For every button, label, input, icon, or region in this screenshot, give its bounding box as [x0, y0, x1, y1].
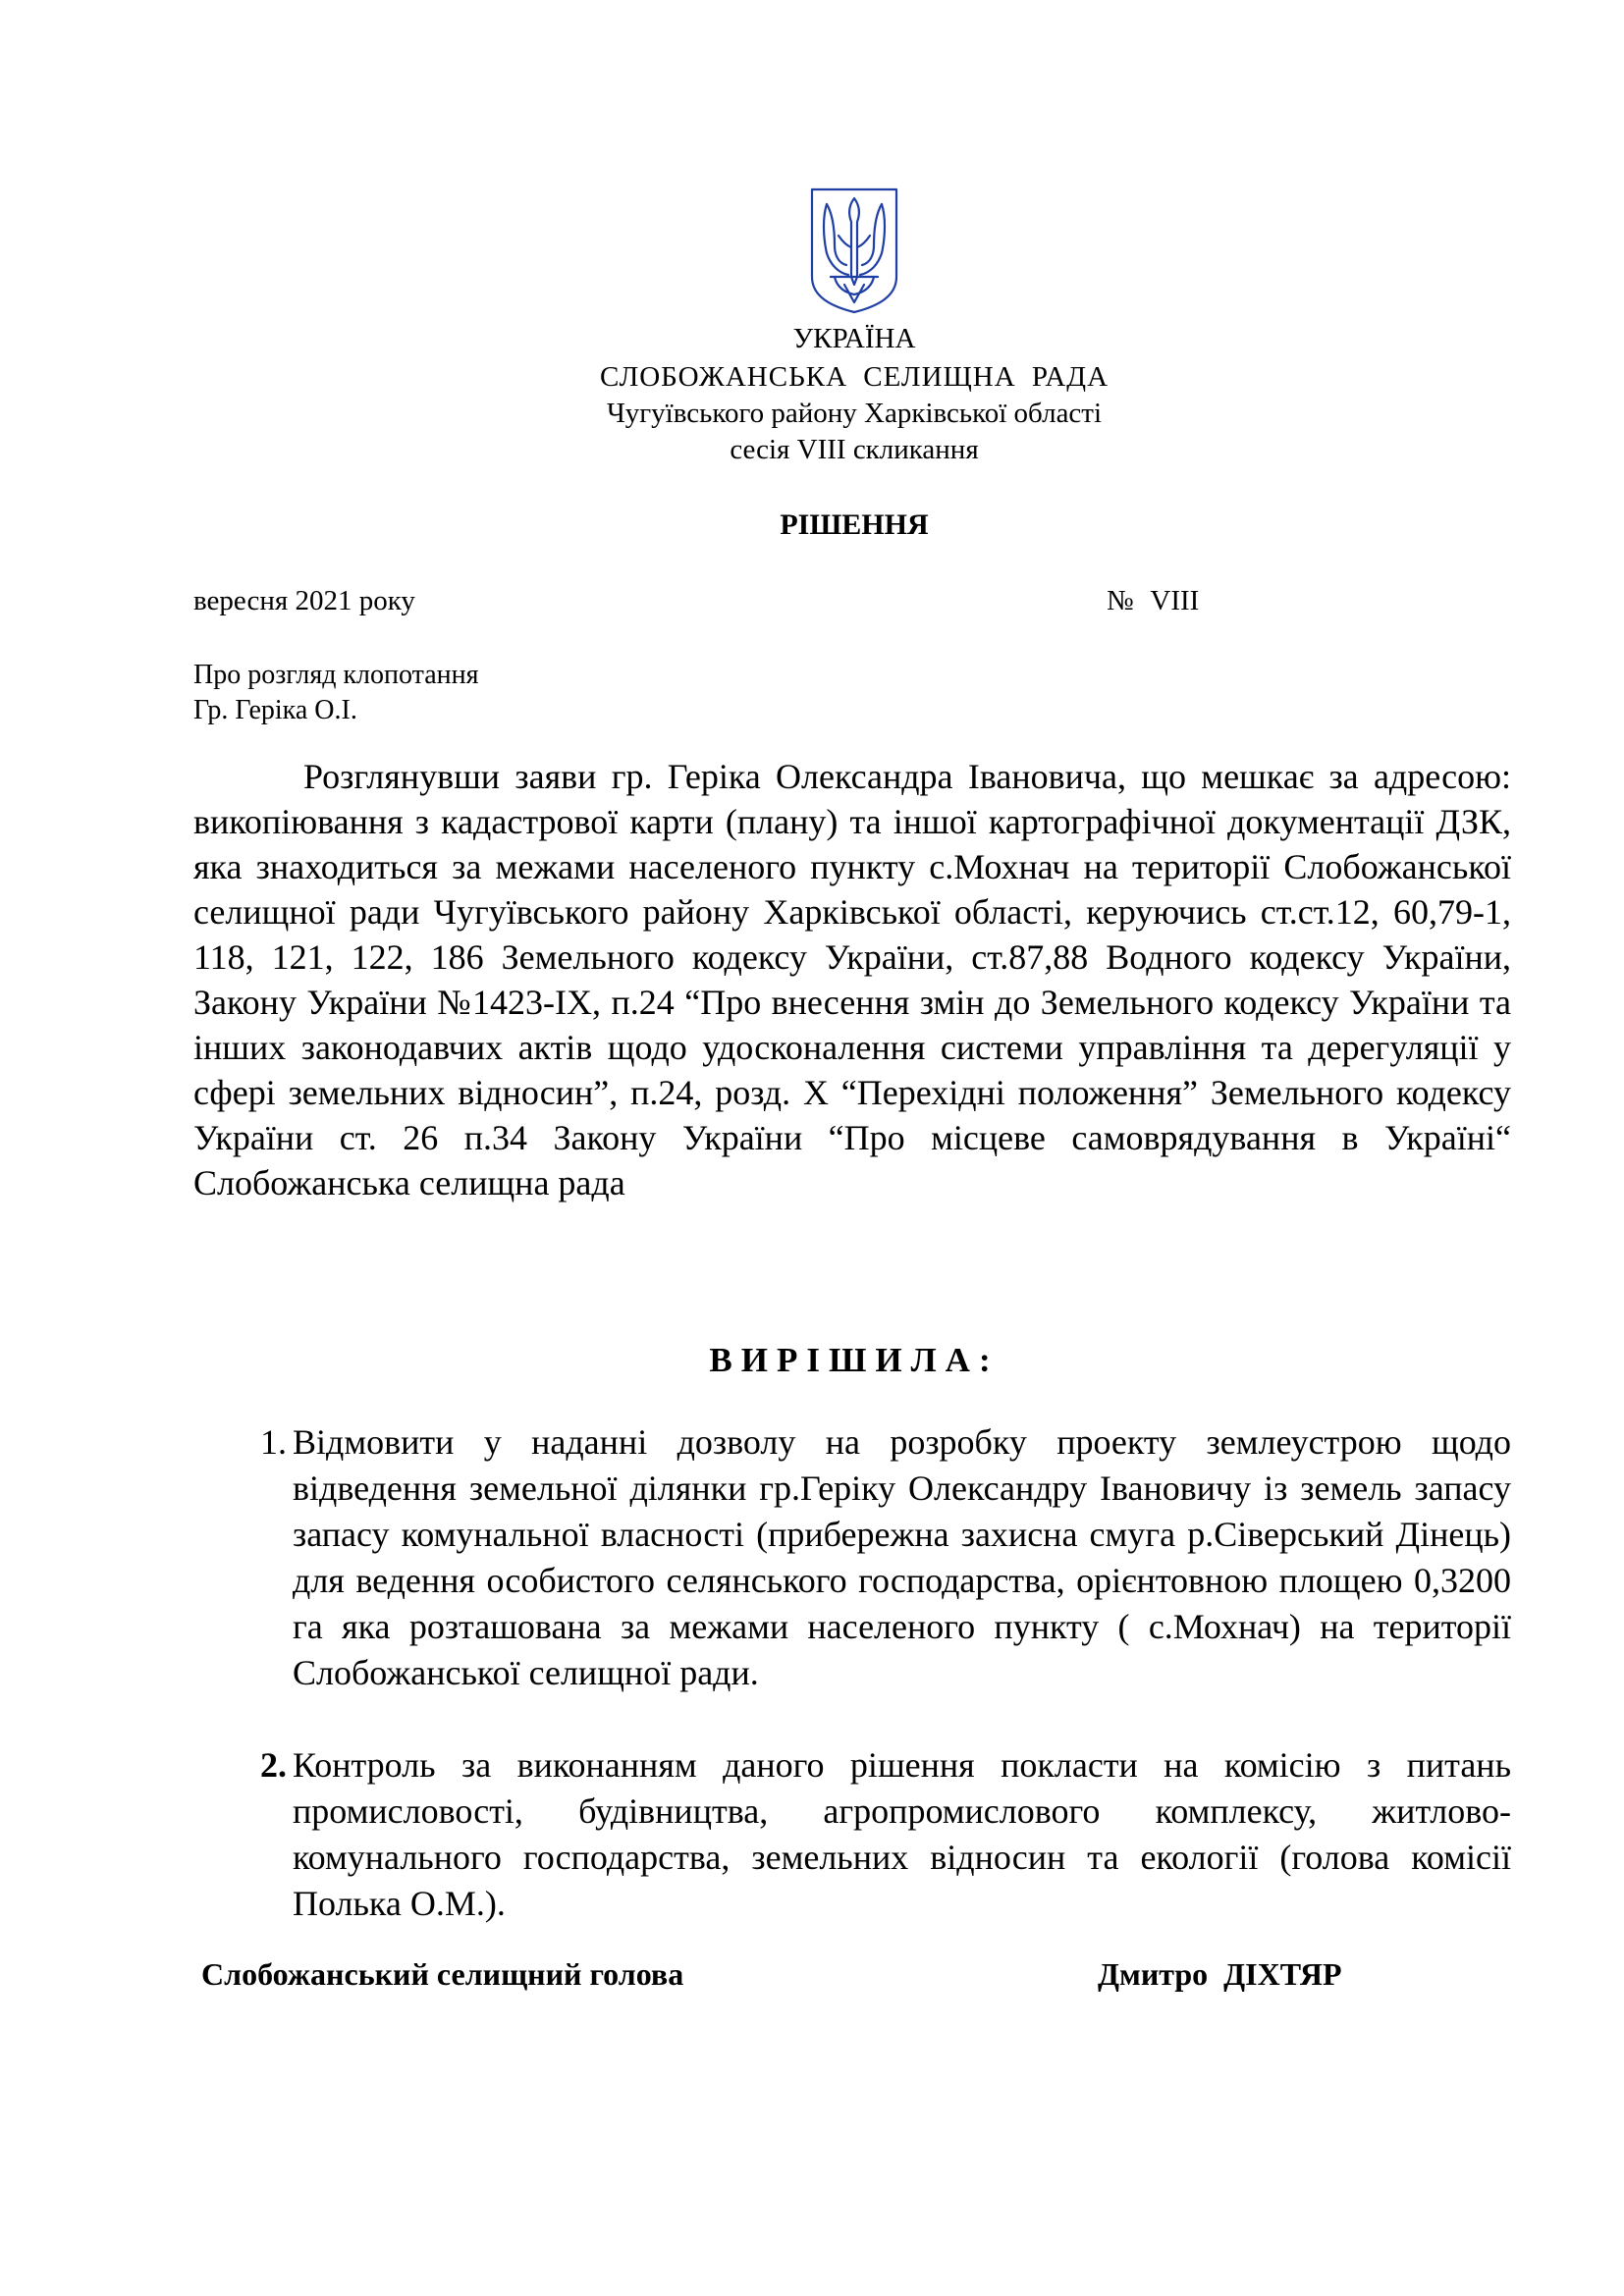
item-number: 2. — [260, 1745, 287, 1785]
header-district: Чугуївського району Харківської області — [606, 398, 1103, 429]
decided-heading: ВИРІШИЛА: — [709, 1341, 1000, 1379]
decision-number: № VIII — [1107, 585, 1200, 616]
decision-item — [240, 1419, 1511, 1696]
coat-of-arms-trident-icon — [809, 187, 899, 314]
document-title: РІШЕННЯ — [780, 508, 929, 541]
item-number: 1. — [260, 1422, 287, 1462]
signatory-name: Дмитро ДІХТЯР — [1098, 1956, 1342, 1992]
item-text: Відмовити у наданні дозволу на розробку проекту землеустрою щодо відведення земельної ділянки гр.Геріку Олександру Івановичу із земель запасу запасу комунальної власності (прибережна захисна смуга р.Сіверський Дінець) для ведення особистого селянського господарства, орієнтовною площею 0,3200 га яка розташована за межами населеного пункту ( с.Мохнач) на території Слобожанської селищної ради. — [293, 1422, 1511, 1692]
header-country: УКРАЇНА — [792, 323, 916, 354]
signatory-position: Слобожанський селищний голова — [201, 1956, 684, 1992]
header-session: сесія VIII скликання — [730, 434, 979, 465]
decision-subject — [193, 658, 479, 728]
subject-line-1: Про розгляд клопотання — [193, 660, 479, 690]
item-text: Контроль за виконанням даного рішення покласти на комісію з питань промисловості, будівництва, агропромислового комплексу, житлово-комунального господарства, земельних відносин та екології (голова комісії Полька О.М.). — [293, 1745, 1511, 1923]
preamble-paragraph: Розглянувши заяви гр. Геріка Олександра Івановича, що мешкає за адресою: викопіювання з кадастрової карти (плану) та іншої картографічної документації ДЗК, яка знаходиться за межами населеного пункту с.Мохнач на території Слобожанської селищної ради Чугуївського району Харківської області, керуючись ст.ст.12, 60,79-1, 118, 121, 122, 186 Земельного кодексу України, ст.87,88 Водного кодексу України, Закону України №1423-IX, п.24 “Про внесення змін до Земельного кодексу України та інших законодавчих актів щодо удосконалення системи управління та дерегуляції у сфері земельних відносин”, п.24, розд. Х “Перехідні положення” Земельного кодексу України ст. 26 п.34 Закону України “Про місцеве самоврядування в Україні“ Слобожанська селищна рада — [193, 757, 1511, 1202]
decision-item — [240, 1742, 1511, 1927]
subject-line-2: Гр. Геріка О.І. — [193, 695, 357, 725]
header-council: СЛОБОЖАНСЬКА СЕЛИЩНА РАДА — [599, 361, 1110, 393]
decision-date: вересня 2021 року — [193, 585, 415, 616]
